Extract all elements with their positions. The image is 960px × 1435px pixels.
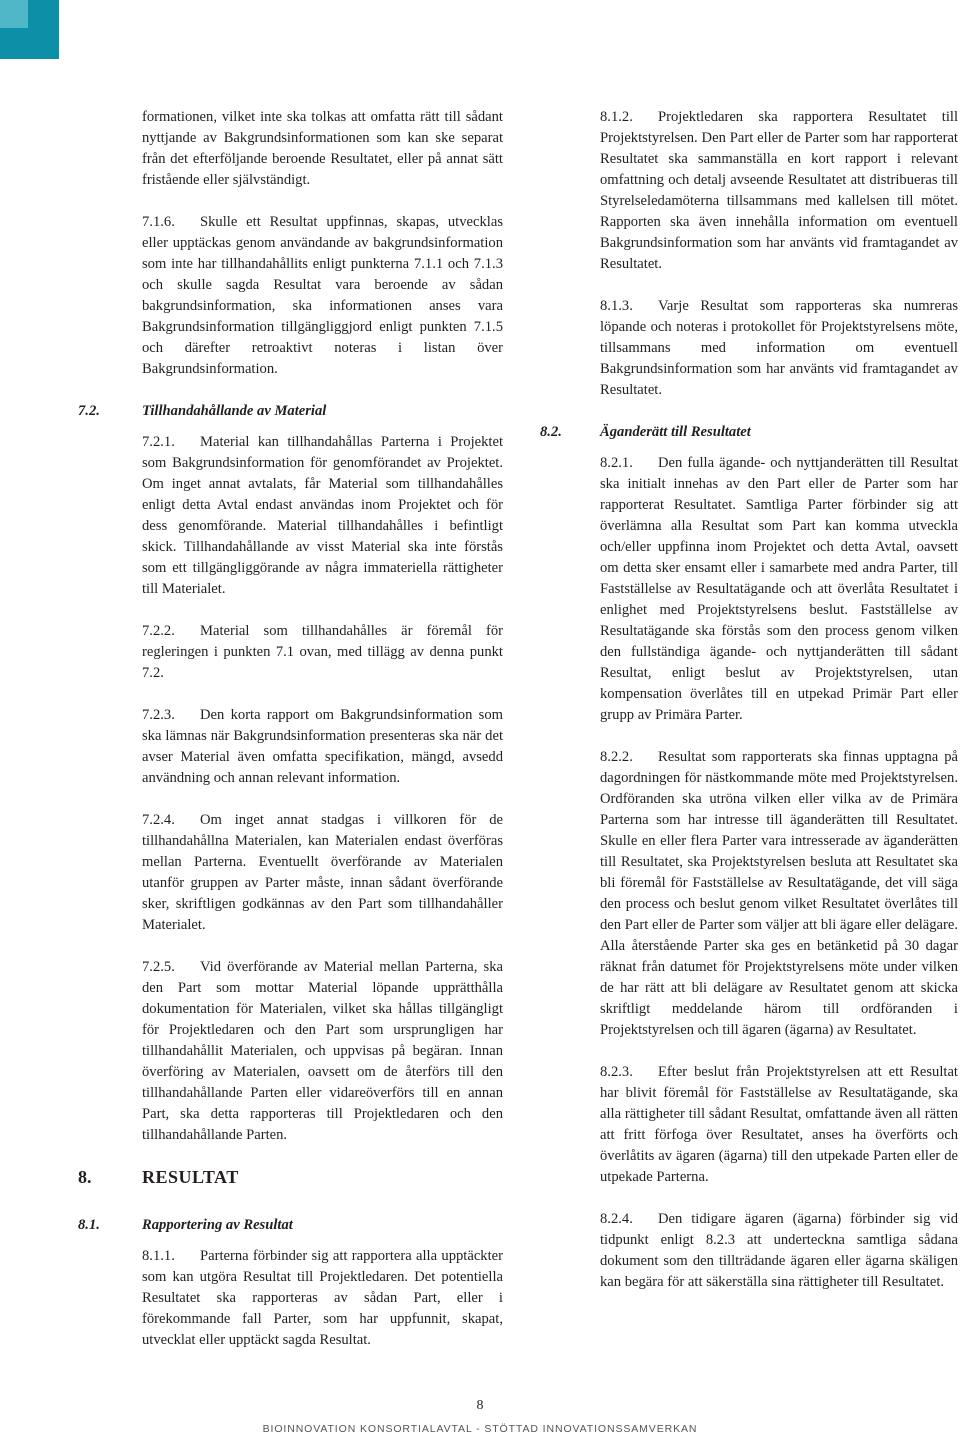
paragraph-intro: formationen, vilket inte ska tolkas att omfatta rätt till sådant nyttjande av Bakgrundsinformationen som kan ske separat från det efterföljande beroende Resultatet, eller på annat sätt fristående eller självständigt. xyxy=(142,109,503,188)
subsection-title: Äganderätt till Resultatet xyxy=(600,424,751,440)
clause-8-2-4 xyxy=(600,1209,958,1293)
clause-8-2-2 xyxy=(600,747,958,1041)
clause-text: Material kan tillhandahållas Parterna i Projektet som Bakgrundsinformation för genomförandet av Projektet. Om inget annat avtalats, får Material som tillhandahålles enligt detta Avtal endast användas inom Projektet och för dess genomförande. Material tillhandahålles i befintligt skick. Tillhandahållande av visst Material ska inte förstås som ett tillgängliggörande av några immateriella rättigheter till Materialet. xyxy=(142,434,503,597)
page-number: 8 xyxy=(476,1398,484,1413)
clause-number: 8.1.2. xyxy=(600,109,633,125)
clause-7-2-1 xyxy=(142,432,503,600)
clause-text: Skulle ett Resultat uppfinnas, skapas, utvecklas eller upptäckas genom användande av bakgrundsinformation som inte har tillhandahållits enligt punkterna 7.1.1 och 7.1.3 och skulle sagda Resultat vara beroende av sådan bakgrundsinformation, ska informationen anses vara Bakgrundsinformation tillgängliggjord enligt punkten 7.1.5 och därefter retroaktivt noteras i listan över Bakgrundsinformation. xyxy=(142,214,503,377)
clause-8-1-3 xyxy=(600,296,958,401)
clause-text: Efter beslut från Projektstyrelsen att ett Resultat har blivit föremål för Fastställelse av Resultatägande, ska alla rättigheter till sådant Resultat, omfattande även all rätten att fritt förfoga över Resultatet, anses ha överförts och överlåtits av ägaren (ägarna) till den utpekade Parten eller de utpekade Parterna. xyxy=(600,1064,958,1185)
section-title: RESULTAT xyxy=(142,1167,239,1187)
clause-number: 8.2.3. xyxy=(600,1064,633,1080)
clause-7-2-3 xyxy=(142,705,503,789)
clause-text: Vid överförande av Material mellan Parterna, ska den Part som mottar Material löpande upprätthålla dokumentation för Materialen, vilket ska hållas tillgängligt för Projektledaren och den Part som ursprungligen har tillhandahållit Materialen, och uppvisas på begäran. Innan överföring av Materialen, oavsett om de återförs till den tillhandahållande Parten eller vidareöverförs till en annan Part, ska detta rapporteras till Projektledaren och den tillhandahållande Parten. xyxy=(142,959,503,1143)
clause-number: 8.2.2. xyxy=(600,749,633,765)
subsection-number: 8.2. xyxy=(540,424,562,440)
clause-number: 7.2.1. xyxy=(142,434,175,450)
clause-text: Om inget annat stadgas i villkoren för de tillhandahållna Materialen, kan Materialen endast överföras mellan Parterna. Eventuellt överförande av Materialen utanför gruppen av Parter måste, innan sådant överförande sker, skriftligen godkännas av den Part som tillhandahåller Materialet. xyxy=(142,812,503,933)
clause-7-1-6 xyxy=(142,212,503,380)
clause-number: 8.2.1. xyxy=(600,455,633,471)
clause-8-2-3 xyxy=(600,1062,958,1188)
clause-text: Varje Resultat som rapporteras ska numreras löpande och noteras i protokollet för Projektstyrelsens möte, tillsammans med information om eventuell Bakgrundsinformation som har använts vid framtagandet av Resultatet. xyxy=(600,298,958,398)
clause-text: Parterna förbinder sig att rapportera alla upptäckter som kan utgöra Resultat till Projektledaren. Det potentiella Resultatet ska rapporteras av sådan Part, eller i förekommande fall Parter, som har uppfunnit, skapat, utvecklat eller upptäckt sagda Resultat. xyxy=(142,1248,503,1348)
clause-number: 8.1.1. xyxy=(142,1248,175,1264)
footer: BIOINNOVATION KONSORTIALAVTAL - STÖTTAD INNOVATIONSSAMVERKAN xyxy=(262,1423,698,1435)
subsection-number: 8.1. xyxy=(78,1217,100,1233)
section-number: 8. xyxy=(78,1167,92,1187)
clause-8-1-1 xyxy=(142,1246,503,1351)
clause-8-2-1 xyxy=(600,453,958,726)
clause-text: Den fulla ägande- och nyttjanderätten till Resultat ska initialt innehas av den Part eller de Parter som har rapporterat Resultatet. Samtliga Parter förbinder sig att överlämna alla Resultat som Part kan komma utveckla och/eller uppfinna inom Projektet och detta Avtal, oavsett om detta sker ensamt eller i samarbete med andra Parter, till Fastställelse av Resultatägande och att överlåta Resultatet i enlighet med Projektstyrelsens beslut. Fastställelse av Resultatägande ska förstås som den process genom vilken den fullständiga ägande- och nyttjanderätten till sådant Resultat, enligt beslut av Projektstyrelsen, utan kompensation överlåtes till en utpekad Primär Part eller grupp av Primära Parter. xyxy=(600,455,958,723)
clause-text: Resultat som rapporterats ska finnas upptagna på dagordningen för nästkommande möte med Projektstyrelsen. Ordföranden ska utröna vilken eller vilka av de Primära Parterna som har intresse till äganderätten till Resultatet. Skulle en eller flera Parter vara intresserade av äganderätten till Resultatet, ska Projektstyrelsen besluta att Resultatet ska bli föremål för Fastställelse av Resultatägande, det vill säga den process och beslut genom vilket Resultatet överlåtes till den Part eller de Parter som väljer att bli ägare eller delägare. Alla återstående Parter ska ges en betänketid på 30 dagar räknat från datumet för Projektstyrelsens möte under vilken de har rätt att bli delägare av Resultatet genom att skicka skriftligt meddelande härom till ordföranden i Projektstyrelsen och till ägaren (ägarna) av Resultatet. xyxy=(600,749,958,1038)
clause-number: 7.2.2. xyxy=(142,623,175,639)
clause-text: Material som tillhandahålles är föremål för regleringen i punkten 7.1 ovan, med tillägg av denna punkt 7.2. xyxy=(142,623,503,681)
clause-7-2-2 xyxy=(142,621,503,684)
clause-text: Den tidigare ägaren (ägarna) förbinder sig vid tidpunkt enligt 8.2.3 att underteckna samtliga sådana dokument som den tillträdande ägaren eller ägarna skäligen kan begära för att säkerställa sina rättigheter till Resultatet. xyxy=(600,1211,958,1290)
clause-number: 8.1.3. xyxy=(600,298,633,314)
clause-8-1-2 xyxy=(600,107,958,275)
clause-7-2-4 xyxy=(142,810,503,936)
corner-decoration-inner xyxy=(0,0,28,28)
left-column xyxy=(78,107,503,1372)
subsection-title: Tillhandahållande av Material xyxy=(142,403,327,419)
clause-number: 8.2.4. xyxy=(600,1211,633,1227)
clause-number: 7.2.5. xyxy=(142,959,175,975)
subsection-title: Rapportering av Resultat xyxy=(142,1217,293,1233)
subsection-number: 7.2. xyxy=(78,403,100,419)
clause-number: 7.2.4. xyxy=(142,812,175,828)
subsection-8-2-heading xyxy=(540,422,958,443)
clause-number: 7.1.6. xyxy=(142,214,175,230)
corner-decoration xyxy=(0,0,59,59)
right-column xyxy=(540,107,958,1314)
clause-7-2-5 xyxy=(142,957,503,1146)
clause-text: Projektledaren ska rapportera Resultatet till Projektstyrelsen. Den Part eller de Parter som har rapporterat Resultatet ska sammanställa en kort rapport i relevant omfattning och detalj avseende Resultatet att distribueras till Styrelseledamöterna tillsammans med kallelsen till mötet. Rapporten ska även innehålla information om eventuell Bakgrundsinformation som har använts vid framtagandet av Resultatet. xyxy=(600,109,958,272)
subsection-7-2-heading xyxy=(78,401,503,422)
clause-number: 7.2.3. xyxy=(142,707,175,723)
section-8-heading xyxy=(78,1167,503,1191)
clause-text: Den korta rapport om Bakgrundsinformation som ska lämnas när Bakgrundsinformation presenteras ska när det avser Material även omfatta specifikation, mängd, avsedd användning och annan relevant information. xyxy=(142,707,503,786)
subsection-8-1-heading xyxy=(78,1215,503,1236)
